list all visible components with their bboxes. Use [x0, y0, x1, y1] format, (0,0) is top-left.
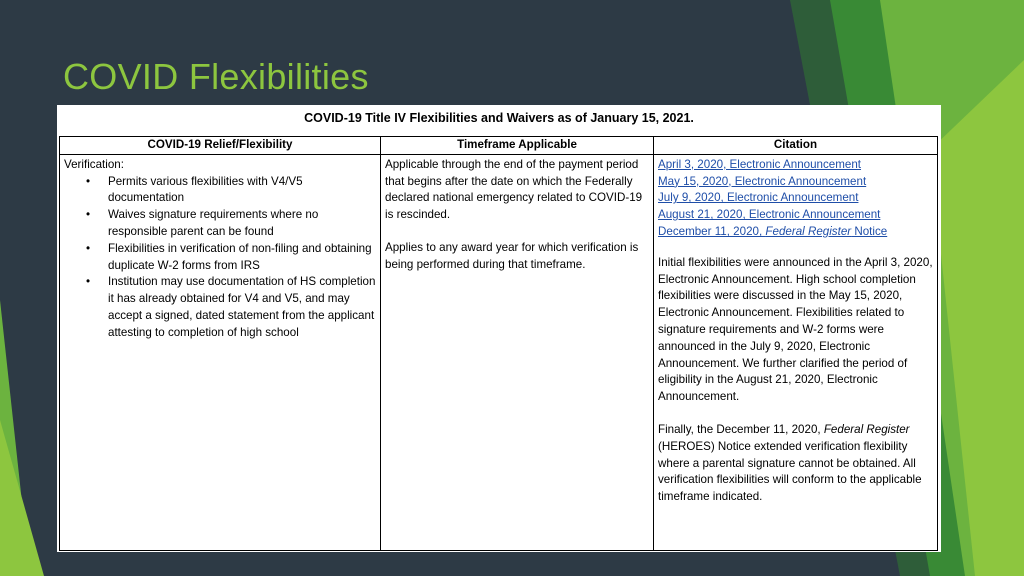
citation-body [658, 255, 933, 506]
citation-link-december-11[interactable] [658, 224, 933, 241]
citation-paragraph: Initial flexibilities were announced in the April 3, 2020, Electronic Announcement. High school completion flexibilities were discussed in the May 15, 2020, Electronic Announcement. Flexibilities related to signature requirements and W-2 forms were announced in the July 9, 2020, Electronic Announcement. We further clarified the period of eligibility in the August 21, 2020, Electronic Announcement. [658, 255, 933, 404]
relief-bullet: • Institution may use documentation of HS completion it has already obtained for V4 and V5, and may accept a signed, dated statement from the applicant attesting to completion of high school [108, 274, 376, 341]
relief-bullet: • Flexibilities in verification of non-filing and obtaining duplicate W-2 forms from IRS [108, 241, 376, 275]
citation-cell [654, 154, 938, 550]
relief-heading: Verification: [64, 157, 124, 171]
citation-link-july-9[interactable]: July 9, 2020, Electronic Announcement [658, 191, 859, 205]
link-text: December 11, 2020, [658, 224, 766, 238]
timeframe-paragraph: Applicable through the end of the payment period that begins after the date on which the Federally declared national emergency related to COVID-19 is rescinded. [385, 157, 643, 222]
citation-paragraph [658, 422, 933, 506]
relief-bullet: • Permits various flexibilities with V4/V5 documentation [108, 174, 376, 208]
citation-text: (HEROES) Notice extended verification flexibility where a parental signature cannot be obtained. All verification flexibilities will conform to the applicable timeframe indicated. [658, 439, 922, 504]
column-header-citation: Citation [654, 137, 938, 155]
citation-link-april-3[interactable]: April 3, 2020, Electronic Announcement [658, 157, 862, 171]
relief-bullet-list [64, 174, 376, 342]
citation-text: Finally, the December 11, 2020, [658, 422, 824, 436]
slide-title: COVID Flexibilities [63, 56, 369, 97]
relief-cell [60, 154, 381, 550]
citation-link-may-15[interactable]: May 15, 2020, Electronic Announcement [658, 174, 867, 188]
citation-text-italic: Federal Register [823, 422, 910, 436]
flexibilities-table [59, 136, 938, 551]
relief-bullet: • Waives signature requirements where no responsible parent can be found [108, 207, 376, 241]
timeframe-paragraph: Applies to any award year for which verification is being performed during that timeframe. [385, 240, 639, 271]
column-header-relief: COVID-19 Relief/Flexibility [60, 137, 381, 155]
link-text: Notice [851, 224, 888, 238]
document-title: COVID-19 Title IV Flexibilities and Waivers as of January 15, 2021. [304, 111, 694, 125]
link-text-italic: Federal Register [765, 224, 852, 238]
citation-link-august-21[interactable]: August 21, 2020, Electronic Announcement [658, 208, 881, 222]
table-row [60, 154, 938, 550]
table-header-row [60, 137, 938, 155]
document-image [57, 105, 941, 552]
column-header-timeframe: Timeframe Applicable [381, 137, 654, 155]
timeframe-cell [381, 154, 654, 550]
